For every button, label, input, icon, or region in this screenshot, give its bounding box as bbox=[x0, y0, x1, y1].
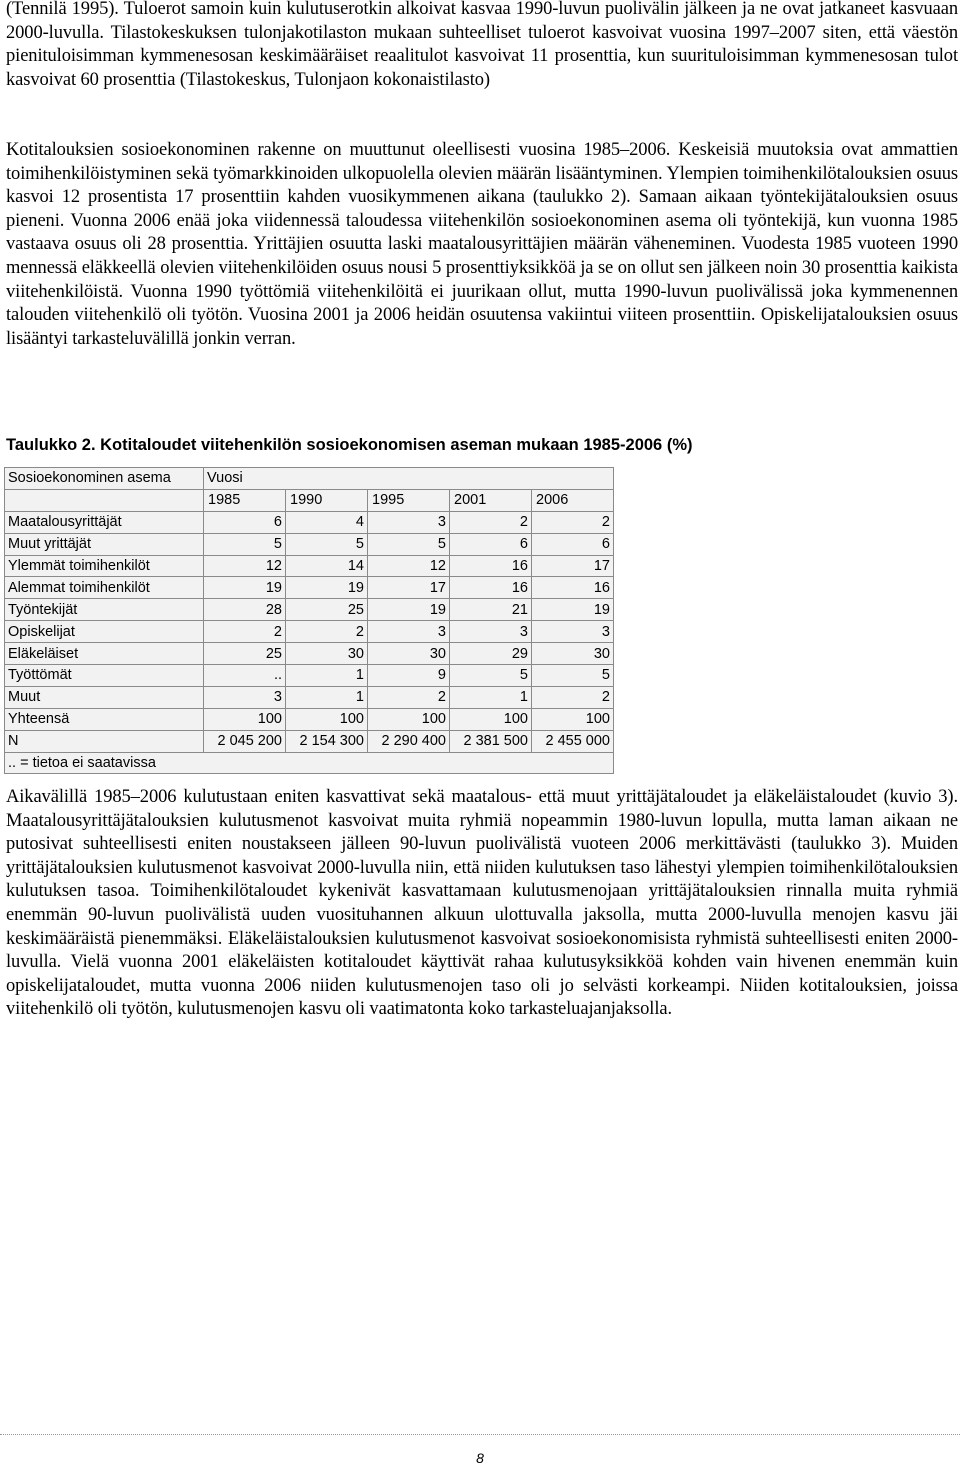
value-cell: 2 bbox=[532, 511, 614, 533]
header-label-cell: Sosioekonominen asema bbox=[5, 468, 204, 490]
value-cell: 100 bbox=[532, 708, 614, 730]
value-cell: 2 290 400 bbox=[368, 730, 450, 752]
table-row bbox=[5, 665, 614, 687]
value-cell: 9 bbox=[368, 665, 450, 687]
value-cell: 17 bbox=[368, 577, 450, 599]
table-row bbox=[5, 511, 614, 533]
paragraph-income-differences: (Tennilä 1995). Tuloerot samoin kuin kulutuserotkin alkoivat kasvaa 1990-luvun puolivälin jälkeen ja ne ovat jatkaneet kasvuaan 2000-luvulla. Tilastokeskuksen tulonjakotilaston mukaan suhteelliset tuloerot kasvoivat vuosina 1997–2007 siten, että väestön pienituloisimman kymmenesosan keskimääräiset reaalitulot kasvoivat 11 prosenttia, kun suurituloisimman kymmenesosan tulot kasvoivat 60 prosenttia (Tilastokeskus, Tulonjaon kokonaistilasto) bbox=[6, 0, 958, 90]
value-cell: 5 bbox=[450, 665, 532, 687]
value-cell: 12 bbox=[368, 555, 450, 577]
value-cell: 2 045 200 bbox=[204, 730, 286, 752]
value-cell: 25 bbox=[204, 643, 286, 665]
value-cell: 5 bbox=[532, 665, 614, 687]
value-cell: 100 bbox=[286, 708, 368, 730]
value-cell: 3 bbox=[204, 686, 286, 708]
table-years-row bbox=[5, 489, 614, 511]
row-label-cell: Muut yrittäjät bbox=[5, 533, 204, 555]
year-header-cell: 1985 bbox=[204, 489, 286, 511]
value-cell: 2 381 500 bbox=[450, 730, 532, 752]
table-note-row bbox=[5, 752, 614, 774]
value-cell: 3 bbox=[532, 621, 614, 643]
table-row bbox=[5, 555, 614, 577]
year-header-cell: 1995 bbox=[368, 489, 450, 511]
value-cell: 2 bbox=[532, 686, 614, 708]
row-label-cell: Ylemmät toimihenkilöt bbox=[5, 555, 204, 577]
header-group-cell: Vuosi bbox=[204, 468, 614, 490]
value-cell: 30 bbox=[286, 643, 368, 665]
year-header-cell: 2001 bbox=[450, 489, 532, 511]
table-row bbox=[5, 533, 614, 555]
row-label-cell: Yhteensä bbox=[5, 708, 204, 730]
value-cell: 2 bbox=[368, 686, 450, 708]
value-cell: 4 bbox=[286, 511, 368, 533]
value-cell: 3 bbox=[368, 511, 450, 533]
value-cell: 3 bbox=[368, 621, 450, 643]
value-cell: 5 bbox=[368, 533, 450, 555]
row-label-cell: Alemmat toimihenkilöt bbox=[5, 577, 204, 599]
table-row bbox=[5, 599, 614, 621]
row-label-cell: Työttömät bbox=[5, 665, 204, 687]
row-label-cell: N bbox=[5, 730, 204, 752]
table-caption: Taulukko 2. Kotitaloudet viitehenkilön sosioekonomisen aseman mukaan 1985-2006 (%) bbox=[6, 436, 693, 454]
value-cell: 3 bbox=[450, 621, 532, 643]
table-row bbox=[5, 708, 614, 730]
table-row bbox=[5, 730, 614, 752]
value-cell: 17 bbox=[532, 555, 614, 577]
table-row bbox=[5, 621, 614, 643]
value-cell: 12 bbox=[204, 555, 286, 577]
value-cell: 28 bbox=[204, 599, 286, 621]
empty-header-cell bbox=[5, 489, 204, 511]
value-cell: 2 bbox=[450, 511, 532, 533]
household-socioeconomic-table bbox=[4, 467, 614, 774]
value-cell: 30 bbox=[532, 643, 614, 665]
page-number: 8 bbox=[476, 1450, 484, 1466]
table-row bbox=[5, 577, 614, 599]
value-cell: 2 455 000 bbox=[532, 730, 614, 752]
footer-divider bbox=[0, 1434, 960, 1435]
row-label-cell: Muut bbox=[5, 686, 204, 708]
value-cell: 21 bbox=[450, 599, 532, 621]
year-header-cell: 2006 bbox=[532, 489, 614, 511]
row-label-cell: Opiskelijat bbox=[5, 621, 204, 643]
value-cell: 30 bbox=[368, 643, 450, 665]
table-note-filler bbox=[204, 752, 614, 774]
value-cell: 1 bbox=[286, 665, 368, 687]
row-label-cell: Työntekijät bbox=[5, 599, 204, 621]
paragraph-consumption-growth: Aikavälillä 1985–2006 kulutustaan eniten kasvattivat sekä maatalous- että muut yrittäjätaloudet ja eläkeläistaloudet (kuvio 3). Maatalousyrittäjätalouksien kulutusmenot kasvoivat muita ryhmiä nopeammin 1980-luvun lopulla, mutta laman aikaan ne putosivat suhteellisesti eniten noustakseen jälleen 90-luvun puolivälistä vuoteen 2006 merkittävästi (taulukko 3). Muiden yrittäjätalouksien kulutusmenot kasvoivat 2000-luvulla niin, että niiden kulutuksen taso lähestyi ylempien toimihenkilötalouksien kulutuksen tasoa. Toimihenkilötaloudet kykenivät kasvattamaan kulutusmenojaan yrittäjätalouksien rinnalla muita ryhmiä enemmän 90-luvun puolivälistä uuden vuosituhannen alkuun ulottuvalla jaksolla, mutta 2000-luvulla menojen kasvu jäi keskimääräistä pienemmäksi. Eläkeläistalouksien kulutusmenot kasvoivat sosioekonomisista ryhmistä suhteellisesti eniten 2000-luvulla. Vielä vuonna 2001 eläkeläisten kotitaloudet käyttivät rahaa kulutusyksikköä kohden vain hivenen enemmän kuin opiskelijataloudet, mutta vuonna 2006 niiden kulutusmenojen taso oli jo selvästi korkeampi. Niiden kotitalouksien, joissa viitehenkilö oli työtön, kulutusmenojen kasvu oli vaatimatonta koko tarkasteluajanjaksolla. bbox=[6, 787, 958, 1020]
value-cell: 5 bbox=[204, 533, 286, 555]
value-cell: 6 bbox=[532, 533, 614, 555]
year-header-cell: 1990 bbox=[286, 489, 368, 511]
value-cell: 25 bbox=[286, 599, 368, 621]
value-cell: 19 bbox=[368, 599, 450, 621]
value-cell: 29 bbox=[450, 643, 532, 665]
row-label-cell: Maatalousyrittäjät bbox=[5, 511, 204, 533]
value-cell: 19 bbox=[204, 577, 286, 599]
value-cell: 5 bbox=[286, 533, 368, 555]
value-cell: 2 154 300 bbox=[286, 730, 368, 752]
value-cell: 1 bbox=[286, 686, 368, 708]
value-cell: 2 bbox=[286, 621, 368, 643]
value-cell: 14 bbox=[286, 555, 368, 577]
value-cell: 2 bbox=[204, 621, 286, 643]
value-cell: 1 bbox=[450, 686, 532, 708]
value-cell: 6 bbox=[450, 533, 532, 555]
value-cell: 100 bbox=[368, 708, 450, 730]
value-cell: 19 bbox=[532, 599, 614, 621]
value-cell: .. bbox=[204, 665, 286, 687]
row-label-cell: Eläkeläiset bbox=[5, 643, 204, 665]
table-row bbox=[5, 643, 614, 665]
value-cell: 100 bbox=[204, 708, 286, 730]
value-cell: 100 bbox=[450, 708, 532, 730]
value-cell: 19 bbox=[286, 577, 368, 599]
table-header-row bbox=[5, 468, 614, 490]
value-cell: 16 bbox=[532, 577, 614, 599]
value-cell: 16 bbox=[450, 555, 532, 577]
table-row bbox=[5, 686, 614, 708]
value-cell: 6 bbox=[204, 511, 286, 533]
table-note: .. = tietoa ei saatavissa bbox=[5, 752, 204, 774]
paragraph-socioeconomic-structure: Kotitalouksien sosioekonominen rakenne on muuttunut oleellisesti vuosina 1985–2006. Keskeisiä muutoksia ovat ammattien toimihenkilöistyminen sekä työmarkkinoiden ulkopuolella olevien määrän lisääntyminen. Ylempien toimihenkilötalouksien osuus kasvoi 12 prosentista 17 prosenttiin kahden vuosikymmenen aikana (taulukko 2). Samaan aikaan työntekijätalouksien osuus pieneni. Vuonna 2006 enää joka viidennessä taloudessa viitehenkilön sosioekonominen asema oli työntekijä, kun vuonna 1985 vastaava osuus oli 28 prosenttia. Yrittäjien osuutta laski maatalousyrittäjien määrän väheneminen. Vuodesta 1985 vuoteen 1990 mennessä eläkkeellä olevien viitehenkilöiden osuus nousi 5 prosenttiyksikköä ja se on ollut sen jälkeen noin 30 prosenttia kaikista viitehenkilöistä. Vuonna 1990 työttömiä viitehenkilöitä ei juurikaan ollut, mutta 1990-luvun puolivälissä joka kymmenennen talouden viitehenkilö oli työtön. Vuosina 2001 ja 2006 heidän osuutensa vakiintui viiteen prosenttiin. Opiskelijatalouksien osuus lisääntyi tarkasteluvälillä jonkin verran. bbox=[6, 140, 958, 349]
value-cell: 16 bbox=[450, 577, 532, 599]
